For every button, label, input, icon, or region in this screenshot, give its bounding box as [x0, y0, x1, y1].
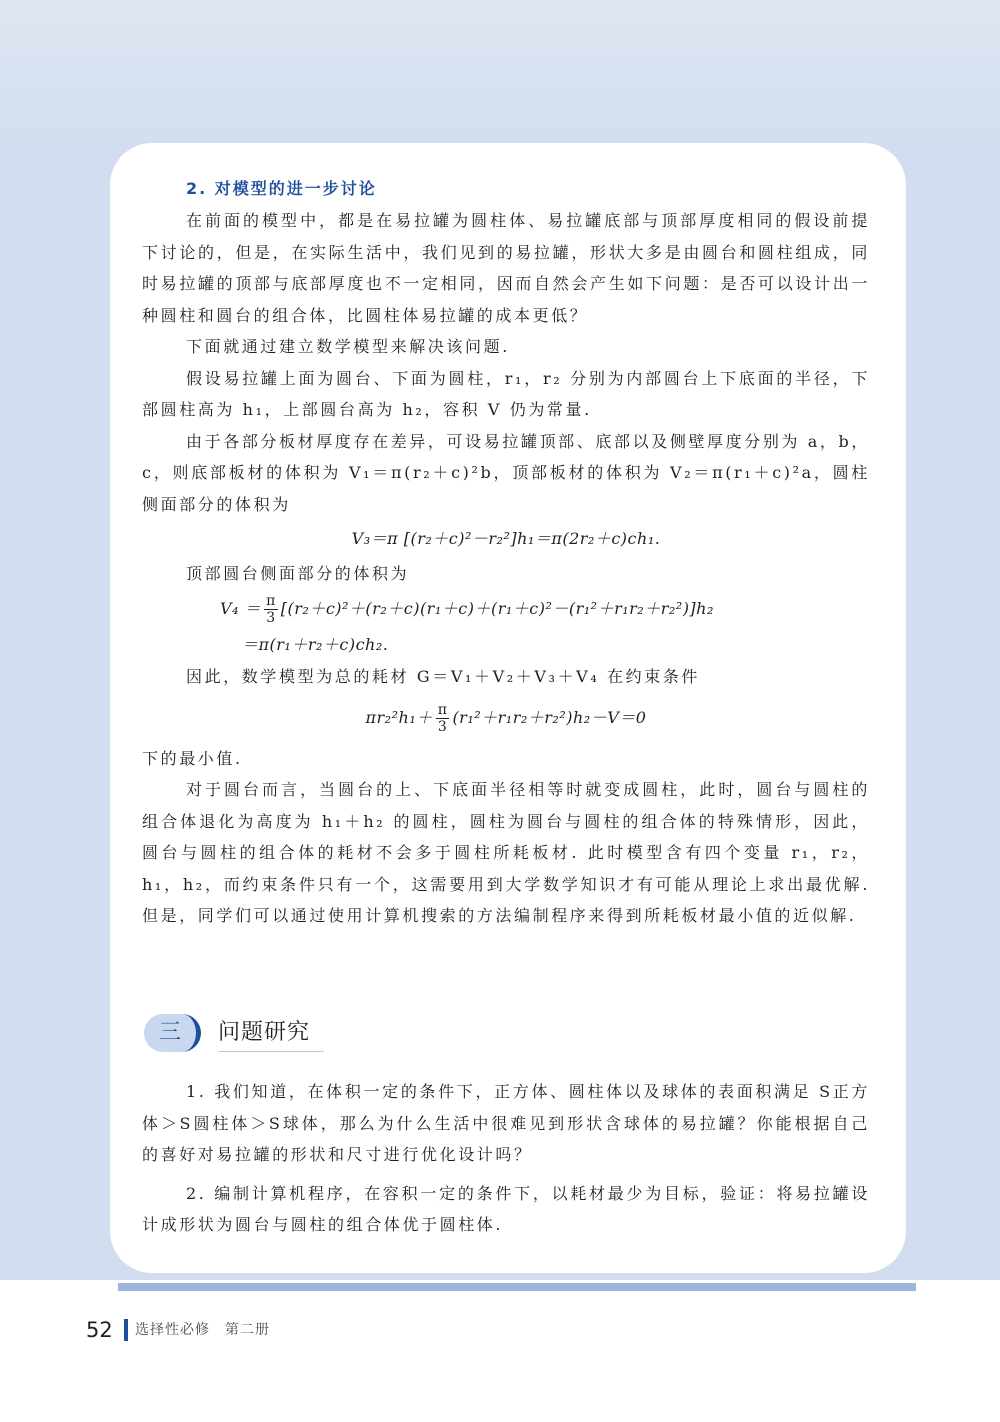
constraint-rhs: (r₁²＋r₁r₂＋r₂²)h₂－V＝0 — [452, 707, 647, 727]
problem-item: 2. 编制计算机程序，在容积一定的条件下，以耗材最少为目标，验证：将易拉罐设计成形状为圆台与圆柱的组合体优于圆柱体. — [142, 1183, 870, 1234]
top-background — [0, 0, 1000, 150]
footer-divider — [118, 1283, 916, 1291]
fraction-denominator: 3 — [437, 718, 448, 735]
fraction-numerator: π — [266, 593, 276, 609]
formula-v3: V₃＝π [(r₂＋c)²－r₂²]h₁＝π(2r₂＋c)ch₁. — [351, 529, 661, 548]
problem-item: 1. 我们知道，在体积一定的条件下，正方体、圆柱体以及球体的表面积满足 S正方体＞S圆柱体＞S球体，那么为什么生活中很难见到形状含球体的易拉罐？你能根据自己的喜好对易拉罐的形状和尺寸进行优化设计吗？ — [142, 1082, 870, 1164]
page-number: 52 — [86, 1318, 113, 1342]
section-heading: 2. 对模型的进一步讨论 — [186, 179, 377, 198]
formula-v4-line2: ＝π(r₁＋r₂＋c)ch₂. — [242, 635, 389, 654]
formula-v4 — [142, 589, 870, 629]
footer-separator — [124, 1319, 128, 1341]
constraint-lhs: πr₂²h₁＋ — [365, 707, 433, 727]
constraint-formula — [142, 696, 870, 740]
paragraph: 下的最小值. — [142, 748, 243, 768]
fraction-pi-over-3 — [436, 702, 450, 735]
paragraph: 下面就通过建立数学模型来解决该问题. — [186, 337, 510, 356]
section-number-badge: 三 — [144, 1014, 201, 1052]
paragraph: 顶部圆台侧面部分的体积为 — [186, 563, 410, 583]
paragraph: 在前面的模型中，都是在易拉罐为圆柱体、易拉罐底部与顶部厚度相同的假设前提下讨论的，但是，在实际生活中，我们见到的易拉罐，形状大多是由圆台和圆柱组成，同时易拉罐的顶部与底部厚度也不一定相同，因而自然会产生如下问题：是否可以设计出一种圆柱和圆台的组合体，比圆柱体易拉罐的成本更低？ — [142, 211, 870, 325]
section-title: 问题研究 — [218, 1015, 324, 1052]
research-problems — [142, 1076, 870, 1241]
paragraph: 由于各部分板材厚度存在差异，可设易拉罐顶部、底部以及侧壁厚度分别为 a，b，c，则底部板材的体积为 V₁＝π(r₂＋c)²b，顶部板材的体积为 V₂＝π(r₁＋c)²a，圆柱侧面部分的体积为 — [142, 431, 870, 514]
paragraph: 因此，数学模型为总的耗材 G＝V₁＋V₂＋V₃＋V₄ 在约束条件 — [186, 667, 701, 686]
formula-v4-rhs: [(r₂＋c)²＋(r₂＋c)(r₁＋c)＋(r₁＋c)²－(r₁²＋r₁r₂＋r₂²)]h₂ — [280, 599, 714, 618]
paragraph: 假设易拉罐上面为圆台、下面为圆柱，r₁，r₂ 分别为内部圆台上下底面的半径，下部圆柱高为 h₁，上部圆台高为 h₂，容积 V 仍为常量. — [142, 368, 870, 419]
section-2-content — [142, 172, 870, 932]
fraction-pi-over-3 — [264, 593, 278, 626]
fraction-numerator: π — [437, 701, 448, 718]
paragraph: 对于圆台而言，当圆台的上、下底面半径相等时就变成圆柱，此时，圆台与圆柱的组合体退化为高度为 h₁＋h₂ 的圆柱，圆柱为圆台与圆柱的组合体的特殊情形，因此，圆台与圆柱的组合体的耗材不会多于圆柱所耗板材. 此时模型含有四个变量 r₁，r₂，h₁，h₂，而约束条件只有一个，这需要用到大学数学知识才有可能从理论上求出最优解. 但是，同学们可以通过使用计算机搜索的方法编制程序来得到所耗板材最小值的近似解. — [142, 780, 870, 925]
formula-v4-lhs: V₄ ＝ — [220, 599, 262, 618]
fraction-denominator: 3 — [266, 610, 276, 626]
book-title: 选择性必修 第二册 — [135, 1322, 270, 1338]
